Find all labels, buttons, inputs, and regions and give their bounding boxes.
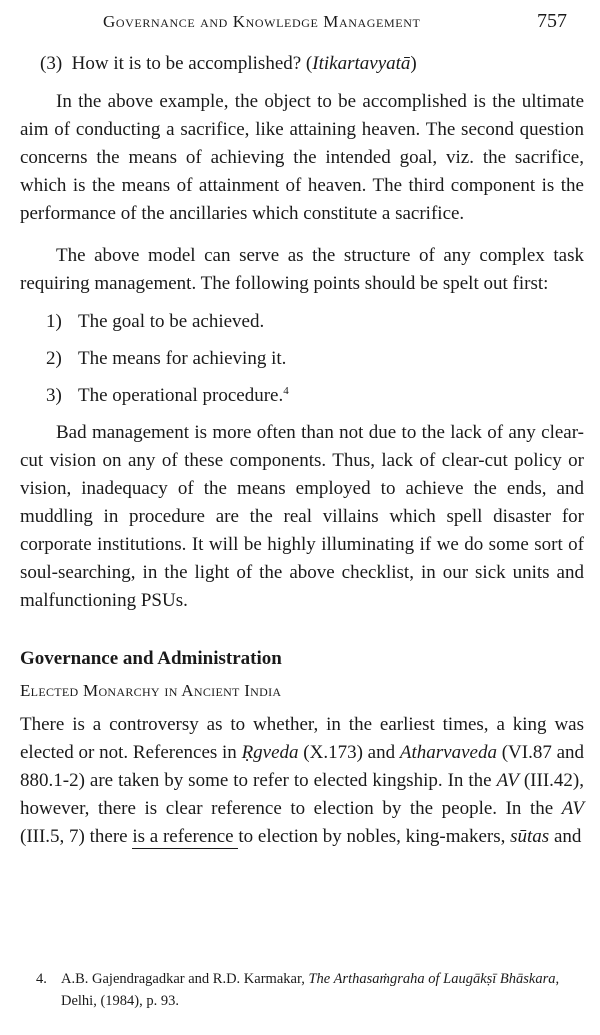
list-item-text: The operational procedure.: [78, 385, 284, 406]
underlined-text: is a reference: [132, 826, 239, 847]
list-item-number: 1): [46, 311, 62, 332]
italic-term: Atharvaveda: [399, 742, 497, 763]
footnote-ref: 4: [283, 385, 289, 397]
paragraph-2: The above model can serve as the structure of any complex task requiring management. The following points should be spelt out first:: [20, 245, 584, 294]
paragraph-3: Bad management is more often than not due to the lack of any clear-cut vision on any of these components. Thus, lack of clear-cut policy or vision, inadequacy of the means employed to achieve the ends, and muddling in procedure are the real villains which spell disaster for corporate institutions. It will be highly illuminating if we do some sort of soul-searching, in the light of the above checklist, in our sick units and malfunctioning PSUs.: [20, 422, 584, 611]
paragraph-4: [20, 711, 584, 851]
footnote-number: 4.: [36, 971, 47, 987]
text-run: (X.173) and: [298, 742, 400, 763]
text-run: (III.42), however, there is clear reference to election by the people. In the: [20, 770, 584, 819]
text-run: (VI.87 and 880.1-2) are taken by some to refer to elected kingship. In the: [20, 742, 584, 791]
list-item: [46, 382, 584, 410]
italic-title: The Arthasaṁgraha of Laugākṣī Bhāskara: [308, 971, 556, 987]
points-list: [20, 308, 584, 410]
italic-term: AV: [561, 798, 584, 819]
list-item: [46, 308, 584, 336]
text-run: (III.5, 7) there: [20, 826, 133, 847]
italic-term: AV: [496, 770, 519, 791]
page-number: 757: [537, 10, 567, 32]
list-item-text: The goal to be achieved.: [78, 311, 265, 332]
list-item-number: 3): [46, 385, 62, 406]
text-run: , Delhi, (1984), p. 93.: [61, 971, 560, 1009]
italic-term: Ṛgveda: [241, 742, 299, 763]
running-head: Governance and Knowledge Management: [103, 12, 421, 31]
question-3-text: How it is to be accomplished? (: [71, 53, 313, 74]
footnote: [20, 968, 584, 1012]
section-heading: Governance and Administration: [20, 648, 282, 669]
text-run: and: [549, 826, 582, 847]
text-run: There is a controversy as to whether, in the earliest times, a king was elected or not. References in: [20, 714, 584, 763]
paragraph-1: In the above example, the object to be accomplished is the ultimate aim of conducting a sacrifice, like attaining heaven. The second question concerns the means of achieving the intended goal, viz. the sacrifice, which is the means of attainment of heaven. The third component is the performance of the ancillaries which constitute a sacrifice.: [20, 91, 584, 224]
list-item-number: 2): [46, 348, 62, 369]
list-item: [46, 345, 584, 373]
italic-term: sūtas: [510, 826, 550, 847]
subheading: Elected Monarchy in Ancient India: [20, 681, 282, 700]
question-3-term: Itikartavyatā: [312, 53, 411, 74]
text-run: to election by nobles, king-makers,: [238, 826, 511, 847]
list-item-text: The means for achieving it.: [78, 348, 287, 369]
question-3-close: ): [410, 53, 417, 74]
page-body: [20, 50, 584, 851]
question-3-number: (3): [40, 53, 63, 74]
text-run: A.B. Gajendragadkar and R.D. Karmakar,: [61, 971, 309, 987]
page-header: [0, 10, 600, 40]
footnote-text: [61, 968, 584, 1012]
question-3: [40, 50, 584, 78]
